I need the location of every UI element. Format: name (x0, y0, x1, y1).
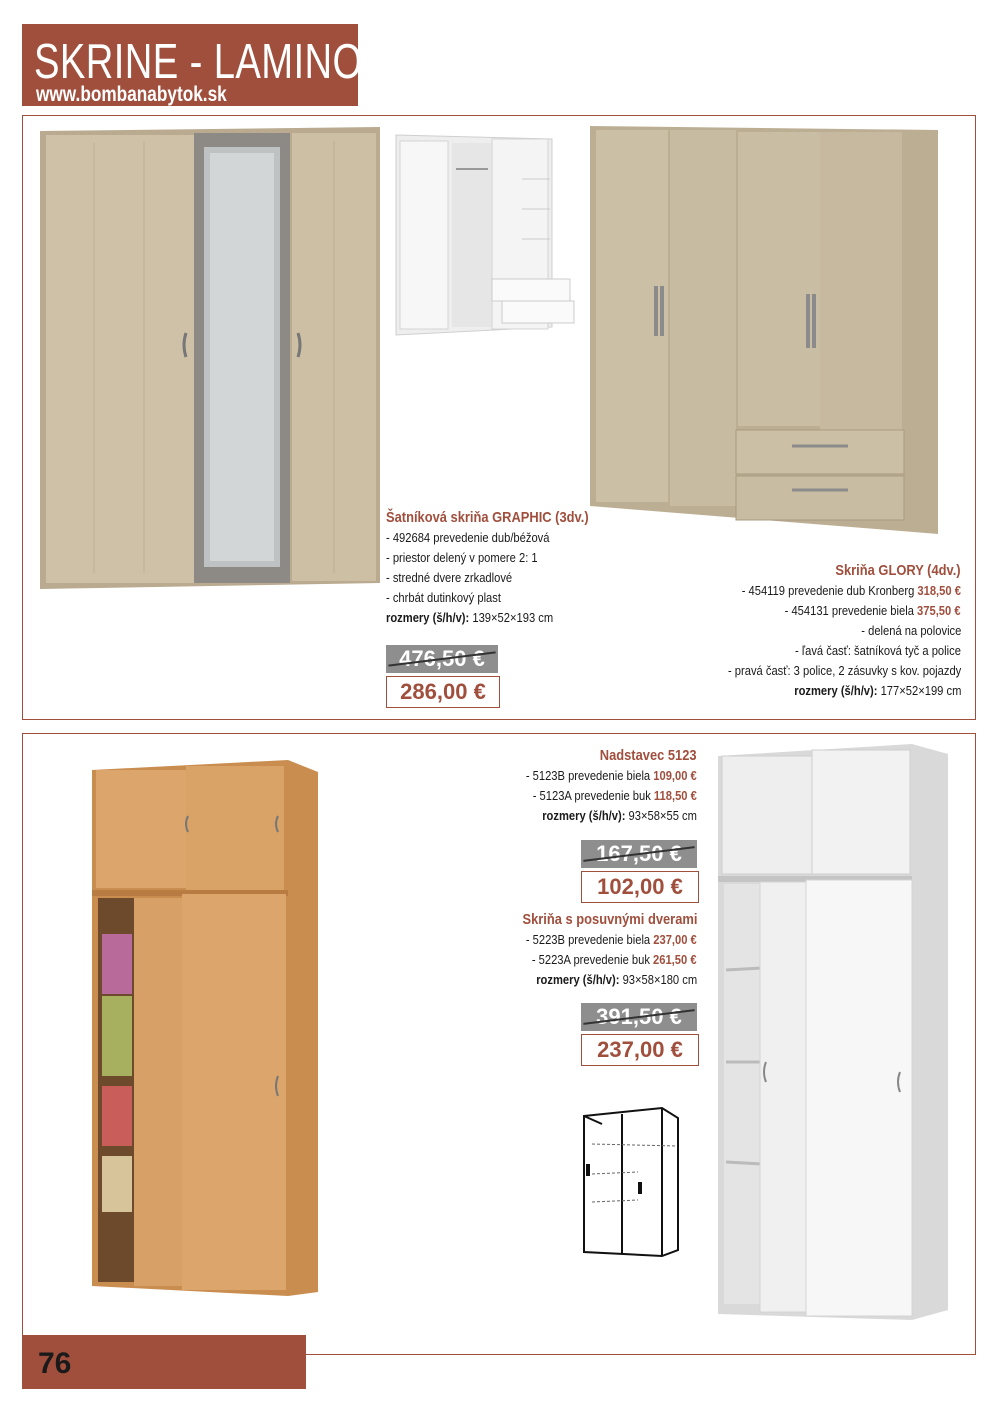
graphic-title: Šatníková skriňa GRAPHIC (3dv.) (386, 509, 589, 526)
nadstavec-description (498, 746, 697, 826)
sliding-new-price: 237,00 € (581, 1034, 699, 1066)
graphic-interior-image (392, 129, 576, 341)
page-number: 76 (38, 1347, 72, 1380)
nadstavec-variant-2: - 5123A prevedenie buk (532, 788, 655, 803)
graphic-line-1: - 492684 prevedenie dub/béžová (386, 530, 550, 545)
page-footer-bar (22, 1335, 306, 1389)
glory-line-3: - pravá časť: 3 police, 2 zásuvky s kov. pojazdy (727, 663, 961, 678)
nadstavec-old-price: 167,50 € (581, 840, 697, 868)
nadstavec-variant-1: - 5123B prevedenie biela (526, 768, 654, 783)
glory-dims-label: rozmery (š/h/v): (793, 683, 878, 698)
sliding-variant-1-price: 237,00 € (653, 932, 697, 947)
nadstavec-variant-2-price: 118,50 € (654, 788, 697, 803)
graphic-new-price: 286,00 € (386, 676, 500, 708)
white-sliding-wardrobe-image (712, 742, 954, 1322)
graphic-line-3: - stredné dvere zrkadlové (386, 570, 513, 585)
sliding-dims-value: 93×58×180 cm (619, 972, 697, 987)
graphic-line-2: - priestor delený v pomere 2: 1 (386, 550, 538, 565)
graphic-dims-value: 139×52×193 cm (469, 610, 554, 625)
graphic-old-price: 476,50 € (386, 645, 498, 673)
nadstavec-variant-1-price: 109,00 € (653, 768, 697, 783)
glory-dims-value: 177×52×199 cm (877, 683, 961, 698)
nadstavec-new-price: 102,00 € (581, 871, 699, 903)
glory-line-2: - ľavá časť: šatníková tyč a police (795, 643, 961, 658)
glory-line-1: - delená na polovice (860, 623, 961, 638)
glory-title: Skriňa GLORY (4dv.) (835, 562, 961, 579)
nadstavec-dims-label: rozmery (š/h/v): (542, 808, 626, 823)
beech-sliding-wardrobe-image (88, 756, 322, 1302)
page-title: SKRINE - LAMINO (34, 35, 363, 89)
nadstavec-dims-value: 93×58×55 cm (625, 808, 697, 823)
catalog-header (22, 24, 363, 106)
sliding-old-price: 391,50 € (581, 1003, 697, 1031)
website-url[interactable]: www.bombanabytok.sk (36, 83, 227, 106)
sliding-dims-label: rozmery (š/h/v): (536, 972, 620, 987)
glory-variant-1: - 454119 prevedenie dub Kronberg (741, 583, 918, 598)
sliding-description (494, 910, 697, 990)
sliding-variant-2: - 5223A prevedenie buk (532, 952, 654, 967)
graphic-dims-label: rozmery (š/h/v): (386, 610, 470, 625)
graphic-line-4: - chrbát dutinkový plast (386, 590, 501, 605)
nadstavec-title: Nadstavec 5123 (600, 747, 697, 764)
glory-description (690, 561, 961, 701)
sliding-variant-1: - 5223B prevedenie biela (526, 932, 654, 947)
glory-variant-2: - 454131 prevedenie biela (785, 603, 918, 618)
graphic-description (386, 508, 622, 628)
sliding-wardrobe-diagram (578, 1104, 682, 1262)
glory-wardrobe-image (586, 126, 942, 540)
glory-variant-1-price: 318,50 € (917, 583, 961, 598)
graphic-wardrobe-image (34, 123, 384, 593)
sliding-title: Skriňa s posuvnými dverami (522, 911, 697, 928)
glory-variant-2-price: 375,50 € (917, 603, 961, 618)
sliding-variant-2-price: 261,50 € (653, 952, 697, 967)
